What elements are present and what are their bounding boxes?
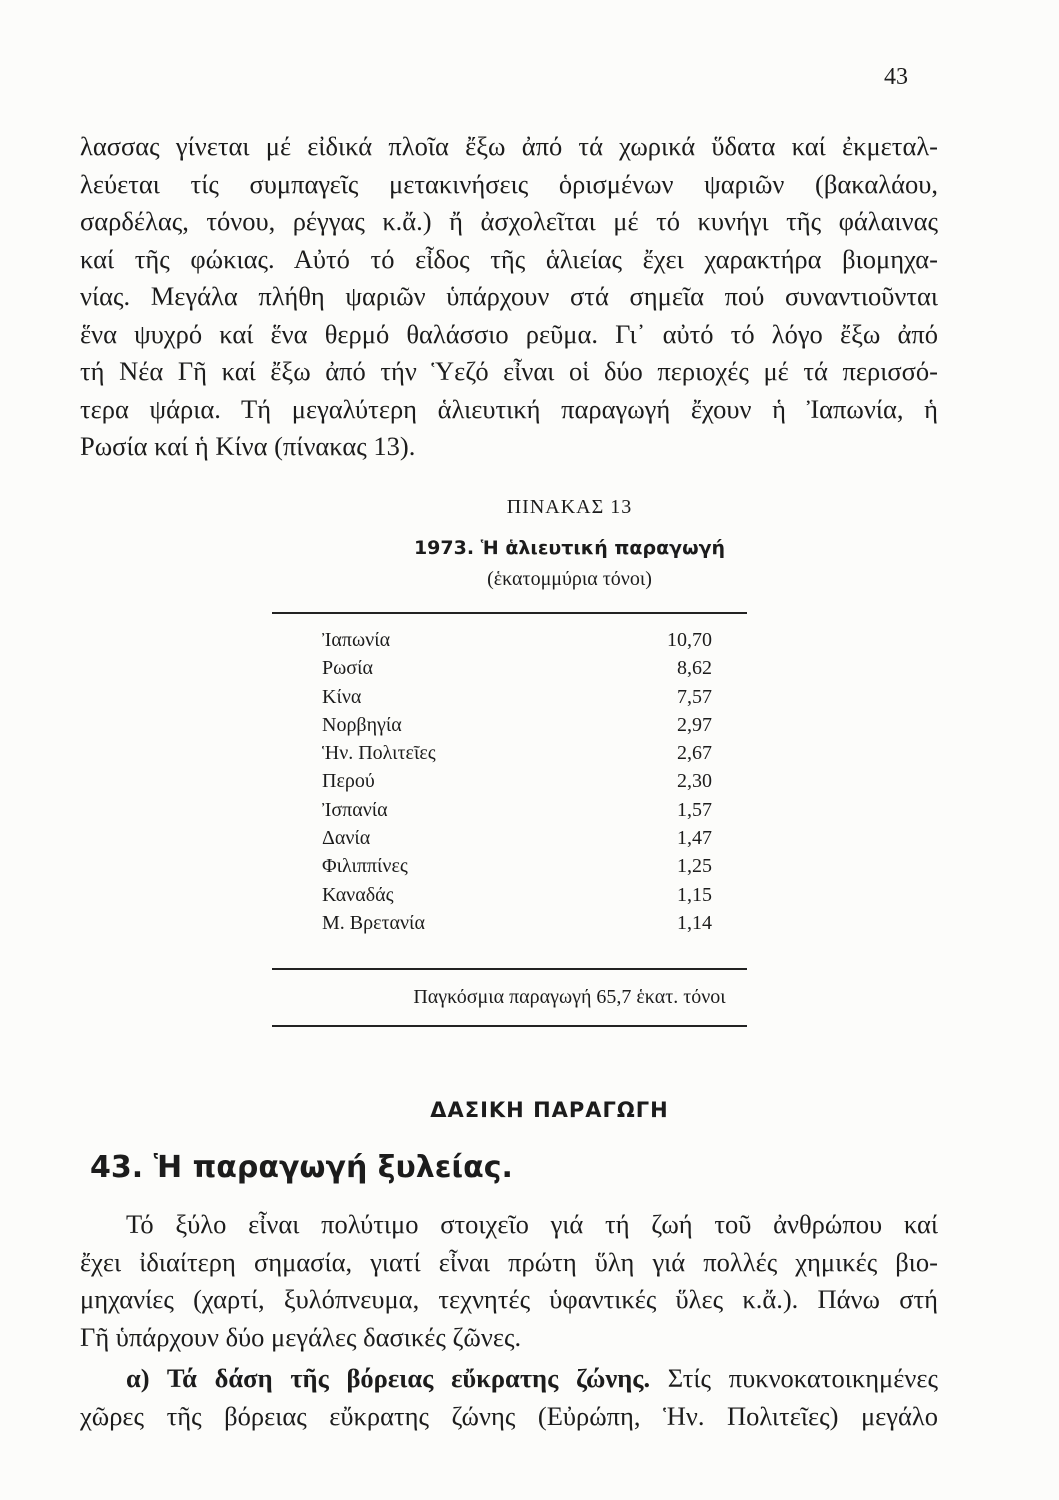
value: 2,97 (677, 713, 712, 736)
table-row (322, 626, 712, 654)
paragraph-wood (80, 1206, 938, 1356)
value: 8,62 (677, 657, 712, 680)
text-line: μηχανίες (χαρτί, ξυλόπνευμα, τεχνητές ὑφαντικές ὕλες κ.ἄ.). Πάνω στή (80, 1284, 938, 1314)
value: 7,57 (677, 685, 712, 708)
country: Κίνα (322, 685, 362, 708)
text-line: σαρδέλας, τόνου, ρέγγας κ.ἄ.) ἤ ἀσχολεῖται μέ τό κυνήγι τῆς φάλαινας (80, 206, 938, 236)
table-row (322, 683, 712, 711)
table-row (322, 881, 712, 909)
chapter-heading: 43. Ἡ παραγωγή ξυλείας. (90, 1150, 513, 1185)
table-row (322, 739, 712, 767)
country: Μ. Βρετανία (322, 911, 425, 934)
country: Δανία (322, 827, 371, 850)
page-number: 43 (884, 64, 908, 90)
value: 1,57 (677, 798, 712, 821)
table-rule-mid (272, 968, 747, 970)
paragraph-forests (80, 1360, 938, 1435)
text-line: τή Νέα Γῆ καί ἔξω ἀπό τήν Ὑεζό εἶναι οἱ δύο περιοχές μέ τά περισσό- (80, 356, 938, 386)
country: Περού (322, 770, 375, 793)
text-line: καί τῆς φώκιας. Αὐτό τό εἶδος τῆς ἁλιείας ἔχει χαρακτήρα βιομηχα- (80, 243, 938, 274)
country: Φιλιππίνες (322, 855, 408, 878)
table-rule-bottom (272, 1025, 747, 1027)
text-line: ἔχει ἰδιαίτερη σημασία, γιατί εἶναι πρώτη ὕλη γιά πολλές χημικές βιο- (80, 1246, 938, 1277)
table-title: 1973. Ἡ ἁλιευτική παραγωγή (413, 537, 726, 559)
value: 2,30 (677, 770, 712, 793)
value: 1,14 (677, 911, 712, 934)
country: Ἰαπωνία (322, 629, 391, 651)
table-row (322, 654, 712, 682)
table-unit: (ἑκατομμύρια τόνοι) (487, 568, 652, 590)
value: 1,47 (677, 827, 712, 850)
country: Ἡν. Πολιτεῖες (322, 742, 436, 765)
text-line: λασσας γίνεται μέ εἰδικά πλοῖα ἔξω ἀπό τά χωρικά ὕδατα καί ἐκμεταλ- (80, 131, 938, 161)
table-body (322, 626, 712, 937)
text-line: Γῆ ὑπάρχουν δύο μεγάλες δασικές ζῶνες. (80, 1321, 522, 1352)
country: Ἰσπανία (322, 798, 388, 821)
value: 2,67 (677, 742, 712, 765)
value: 1,25 (677, 855, 712, 878)
section-title: ΔΑΣΙΚΗ ΠΑΡΑΓΩΓΗ (430, 1098, 669, 1122)
subsection-title: α) Τά δάση τῆς βόρειας εὔκρατης ζώνης. (126, 1363, 651, 1393)
table-row (322, 796, 712, 824)
text-line: λεύεται τίς συμπαγεῖς μετακινήσεις ὁρισμένων ψαριῶν (βακαλάου, (80, 168, 938, 199)
text-line: νίας. Μεγάλα πλήθη ψαριῶν ὑπάρχουν στά σημεῖα πού συναντιοῦνται (80, 281, 938, 311)
text-line: Ρωσία καί ἡ Κίνα (πίνακας 13). (80, 431, 416, 461)
table-row (322, 711, 712, 739)
text-run: Στίς πυκνοκατοικημένες (650, 1363, 938, 1393)
table-total: Παγκόσμια παραγωγή 65,7 ἑκατ. τόνοι (413, 986, 726, 1008)
text-line (80, 1360, 938, 1398)
country: Νορβηγία (322, 713, 402, 736)
country: Ρωσία (322, 657, 373, 680)
table-label: ΠΙΝΑΚΑΣ 13 (506, 496, 633, 518)
value: 10,70 (667, 629, 712, 651)
paragraph-fishing (80, 128, 938, 466)
table-row (322, 909, 712, 937)
text-line: Τό ξύλο εἶναι πολύτιμο στοιχεῖο γιά τή ζωή τοῦ ἀνθρώπου καί (126, 1209, 938, 1239)
text-line: τερα ψάρια. Τή μεγαλύτερη ἁλιευτική παραγωγή ἔχουν ἡ Ἰαπωνία, ἡ (80, 393, 938, 424)
value: 1,15 (677, 883, 712, 906)
table-row (322, 824, 712, 852)
table-row (322, 852, 712, 880)
table-rule-top (272, 612, 747, 614)
text-line: χῶρες τῆς βόρειας εὔκρατης ζώνης (Εὐρώπη, Ἡν. Πολιτεῖες) μεγάλο (80, 1400, 938, 1431)
text-line: ἕνα ψυχρό καί ἕνα θερμό θαλάσσιο ρεῦμα. Γι᾽ αὐτό τό λόγο ἔξω ἀπό (80, 318, 938, 349)
country: Καναδάς (322, 883, 394, 906)
table-row (322, 767, 712, 795)
